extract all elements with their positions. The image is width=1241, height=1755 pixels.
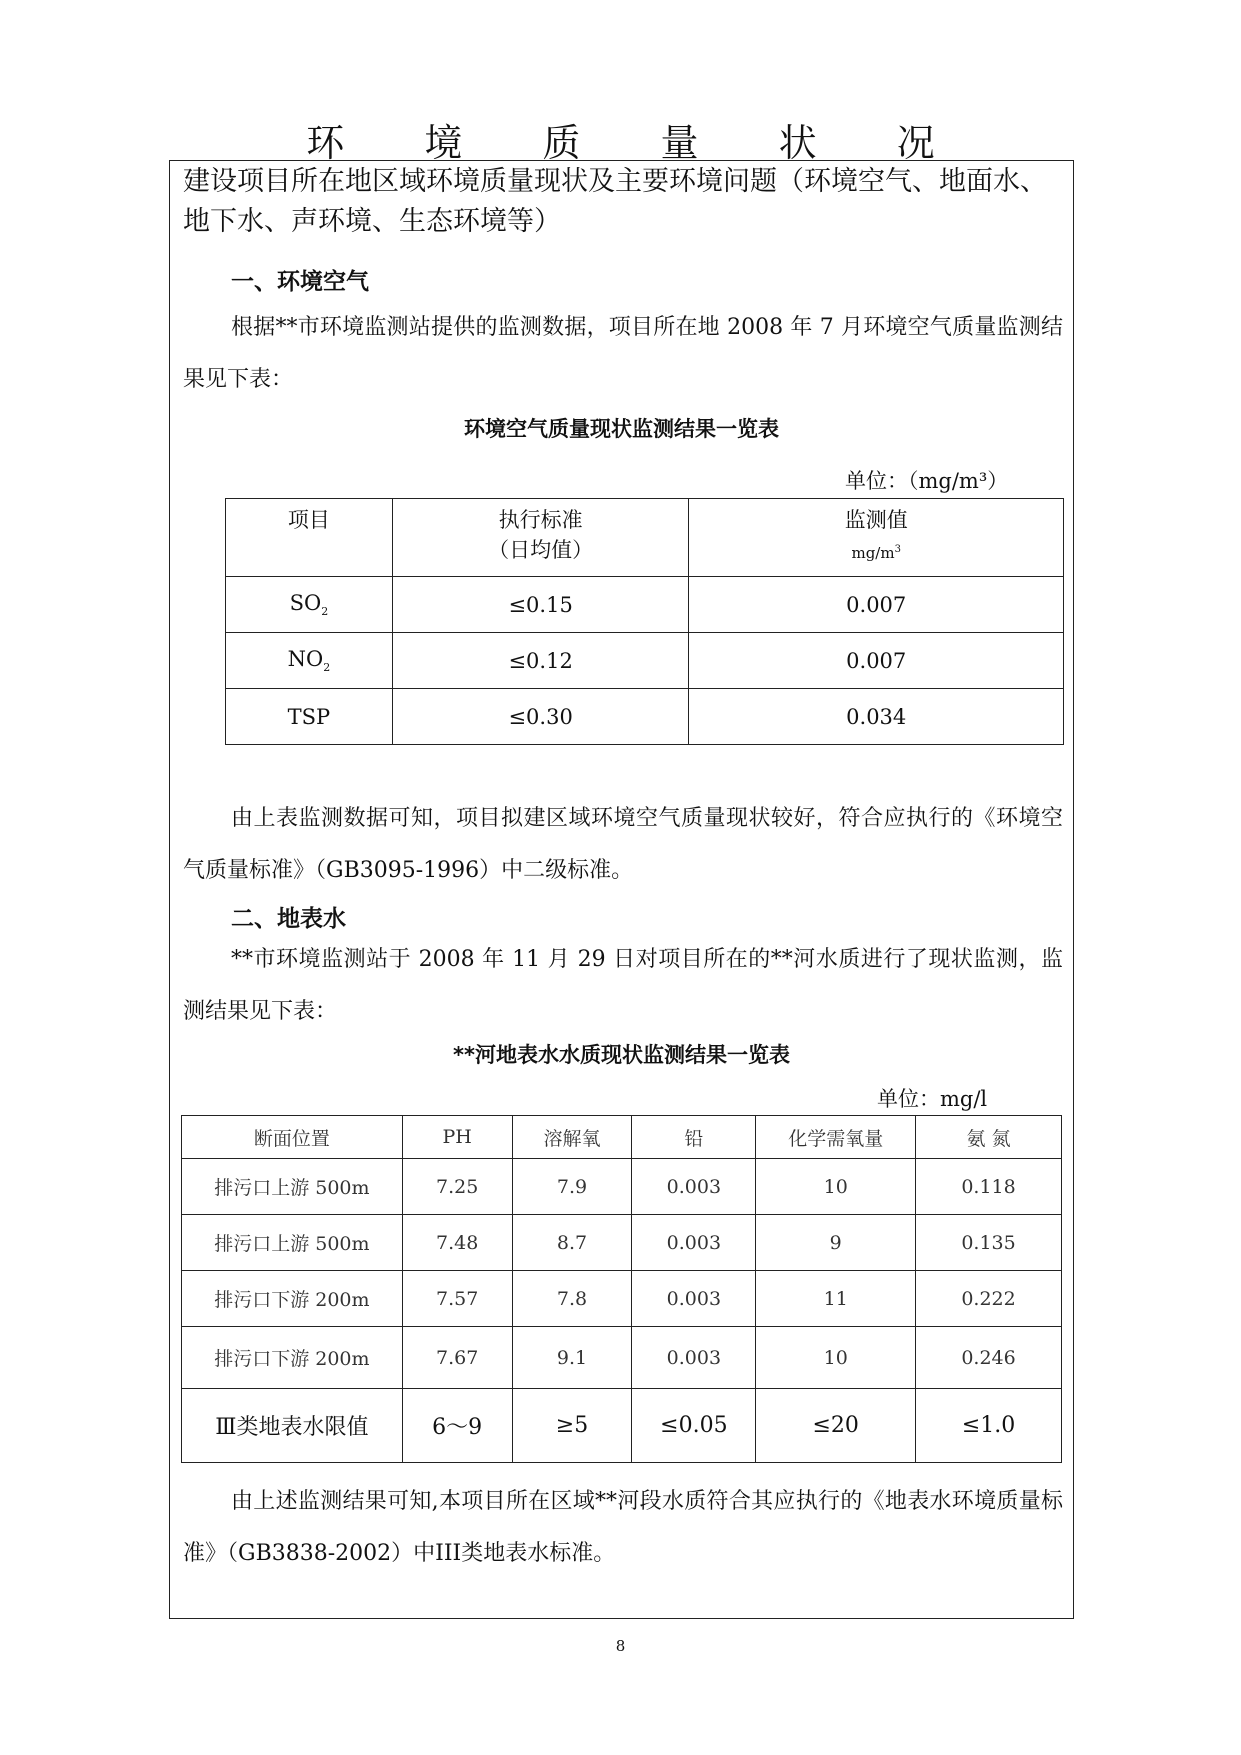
cell-dissolved-oxygen: 8.7 (512, 1215, 632, 1271)
cell-lead: 0.003 (632, 1271, 756, 1327)
table-row (182, 1159, 1062, 1215)
header-value-unit: $mg/m^3$ (851, 544, 901, 562)
cell-ammonia: ≤1.0 (916, 1389, 1062, 1463)
cell-standard: ≤0.30 (392, 689, 689, 745)
water-conclusion: 由上述监测结果可知,本项目所在区域**河段水质符合其应执行的《地表水环境质量标准》（GB3838-2002）中III类地表水标准。 (183, 1489, 1063, 1566)
header-cod: 化学需氧量 (756, 1116, 916, 1159)
header-item: 项目 (226, 499, 393, 577)
cell-ph: 7.67 (402, 1327, 512, 1389)
header-standard-line2: （日均值） (488, 538, 594, 562)
cell-ammonia: 0.118 (916, 1159, 1062, 1215)
cell-location: 排污口下游 200m (182, 1327, 403, 1389)
water-table-unit: 单位：mg/l (877, 1087, 988, 1111)
table-row (226, 577, 1064, 633)
cell-ph: 7.57 (402, 1271, 512, 1327)
air-intro-paragraph: 根据**市环境监测站提供的监测数据，项目所在地 2008 年 7 月环境空气质量监测结果见下表： (183, 315, 1063, 392)
section-heading-air: 一、环境空气 (231, 269, 369, 295)
cell-lead: 0.003 (632, 1327, 756, 1389)
header-standard (392, 499, 689, 577)
cell-standard: ≤0.12 (392, 633, 689, 689)
cell-ammonia: 0.222 (916, 1271, 1062, 1327)
cell-location: Ⅲ类地表水限值 (182, 1389, 403, 1463)
header-standard-line1: 执行标准 (498, 508, 583, 532)
cell-value: 0.007 (689, 577, 1064, 633)
cell-value: 0.007 (689, 633, 1064, 689)
header-value (689, 499, 1064, 577)
table-row (182, 1327, 1062, 1389)
air-table-unit: 单位：（mg/m³） (845, 469, 1009, 493)
cell-location: 排污口下游 200m (182, 1271, 403, 1327)
header-value-line1: 监测值 (844, 508, 908, 532)
table-row (182, 1271, 1062, 1327)
cell-cod: ≤20 (756, 1389, 916, 1463)
page-number: 8 (615, 1637, 626, 1655)
header-dissolved-oxygen: 溶解氧 (512, 1116, 632, 1159)
cell-location: 排污口上游 500m (182, 1215, 403, 1271)
cell-lead: 0.003 (632, 1159, 756, 1215)
cell-standard: ≤0.15 (392, 577, 689, 633)
limit-row (182, 1389, 1062, 1463)
header-ammonia: 氨 氮 (916, 1116, 1062, 1159)
water-intro-paragraph: **市环境监测站于 2008 年 11 月 29 日对项目所在的**河水质进行了现状监测，监测结果见下表： (183, 947, 1063, 1024)
cell-ph: 6～9 (402, 1389, 512, 1463)
water-quality-table (181, 1115, 1062, 1463)
cell-dissolved-oxygen: 7.9 (512, 1159, 632, 1215)
cell-lead: 0.003 (632, 1215, 756, 1271)
cell-dissolved-oxygen: ≥5 (512, 1389, 632, 1463)
header-lead: 铅 (632, 1116, 756, 1159)
header-ph: PH (402, 1116, 512, 1159)
cell-lead: ≤0.05 (632, 1389, 756, 1463)
table-row (226, 689, 1064, 745)
cell-cod: 10 (756, 1327, 916, 1389)
cell-cod: 10 (756, 1159, 916, 1215)
cell-item: TSP (226, 689, 393, 745)
air-conclusion: 由上表监测数据可知，项目拟建区域环境空气质量现状较好，符合应执行的《环境空气质量标准》（GB3095-1996）中二级标准。 (183, 806, 1063, 883)
cell-cod: 11 (756, 1271, 916, 1327)
section-intro: 建设项目所在地区域环境质量现状及主要环境问题（环境空气、地面水、地下水、声环境、生态环境等） (183, 166, 1047, 237)
cell-ammonia: 0.246 (916, 1327, 1062, 1389)
section-heading-water: 二、地表水 (231, 906, 346, 932)
cell-dissolved-oxygen: 9.1 (512, 1327, 632, 1389)
cell-item: $NO_2$ (226, 633, 393, 689)
cell-value: 0.034 (689, 689, 1064, 745)
table-row (226, 633, 1064, 689)
water-table-title: **河地表水水质现状监测结果一览表 (453, 1043, 790, 1067)
cell-dissolved-oxygen: 7.8 (512, 1271, 632, 1327)
cell-ph: 7.48 (402, 1215, 512, 1271)
air-table-title: 环境空气质量现状监测结果一览表 (464, 417, 779, 441)
cell-item: $SO_2$ (226, 577, 393, 633)
cell-cod: 9 (756, 1215, 916, 1271)
table-header-row (226, 499, 1064, 577)
header-location: 断面位置 (182, 1116, 403, 1159)
cell-ph: 7.25 (402, 1159, 512, 1215)
table-row (182, 1215, 1062, 1271)
cell-location: 排污口上游 500m (182, 1159, 403, 1215)
cell-ammonia: 0.135 (916, 1215, 1062, 1271)
table-header-row (182, 1116, 1062, 1159)
page-title: 环 境 质 量 状 况 (306, 121, 969, 165)
air-quality-table (225, 498, 1064, 745)
